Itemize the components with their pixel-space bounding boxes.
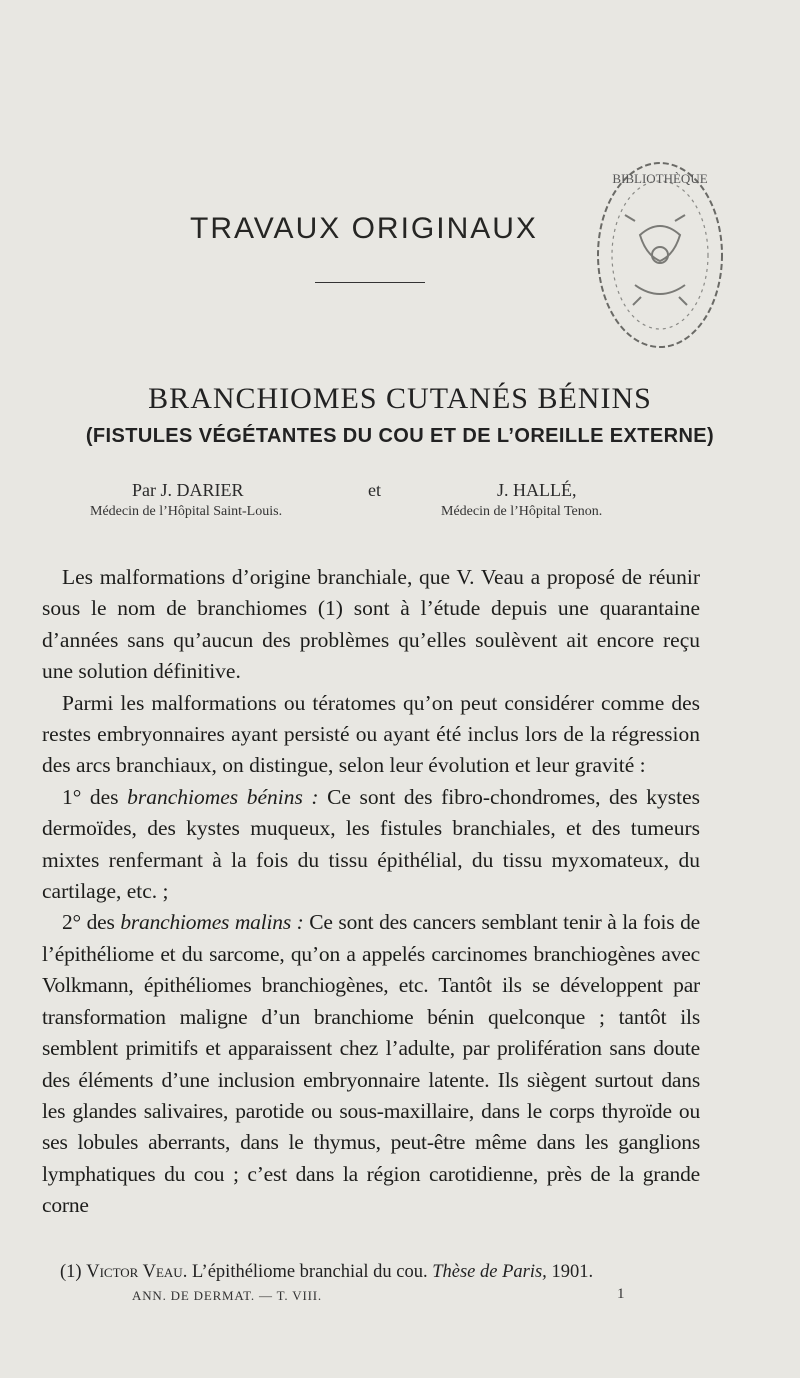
paragraph-text: Ce sont des fibro-chondromes, des kystes dermoïdes, des kystes muqueux, les fistules branchiales, et des tumeurs mixtes renfermant à la fois du tissu épithélial, du tissu myxomateux, du cartilage, etc. ; (42, 784, 700, 904)
library-stamp-icon (585, 155, 735, 355)
paragraph (42, 907, 700, 1221)
footnote-tail: 1901. (546, 1262, 594, 1282)
author-joiner: et (368, 480, 381, 500)
author-darier: Par J. DARIER (132, 480, 244, 500)
page-number: 1 (617, 1286, 625, 1302)
list-marker: 2° des (62, 910, 121, 935)
paragraph: Parmi les malformations ou tératomes qu’on peut considérer comme des restes embryonnaires ayant persisté ou ayant été inclus lors de la régression des arcs branchiaux, on distingue, selon leur évolution et leur gravité : (42, 690, 700, 778)
list-marker: 1° des (62, 784, 128, 809)
paragraph: Les malformations d’origine branchiale, que V. Veau a proposé de réunir sous le nom de branchiomes (1) sont à l’étude depuis une quarantaine d’années sans qu’aucun des problèmes qu’elles soulèvent ait encore reçu une solution définitive. (42, 565, 700, 684)
section-heading: TRAVAUX ORIGINAUX (190, 212, 538, 245)
article-title: BRANCHIOMES CUTANÉS BÉNINS (148, 382, 652, 415)
paragraph (42, 782, 700, 908)
article-body (42, 562, 700, 1222)
footnote-italic: Thèse de Paris, (432, 1262, 547, 1282)
author-halle-affiliation: Médecin de l’Hôpital Tenon. (441, 504, 603, 519)
footnote (60, 1262, 700, 1283)
footnote-author: Victor Veau (86, 1262, 183, 1282)
footnote-text: . L’épithéliome branchial du cou. (182, 1262, 433, 1282)
footnote-marker: (1) (60, 1262, 87, 1282)
author-darier-affiliation: Médecin de l’Hôpital Saint-Louis. (90, 504, 283, 519)
term-italic: branchiomes bénins : (127, 784, 319, 809)
paragraph-text: Ce sont des cancers semblant tenir à la fois de l’épithéliome et du sarcome, qu’on a appelés carcinomes branchiogènes avec Volkmann, épithéliomes branchiogènes, etc. Tantôt ils se développent par transformation maligne d’un branchiome bénin quelconque ; tantôt ils semblent primitifs et apparaissent chez l’adulte, par prolifération sans doute des éléments d’une inclusion embryonnaire latente. Ils siègent surtout dans les glandes salivaires, parotide ou sous-maxillaire, dans le corps thyroïde ou ses lobules aberrants, dans le thymus, peut-être même dans les ganglions lymphatiques du cou ; c’est dans la région carotidienne, près de la grande corne (42, 910, 701, 1218)
term-italic: branchiomes malins : (120, 910, 304, 935)
running-footer: ANN. DE DERMAT. — T. VIII. (132, 1288, 322, 1303)
stamp-text: BIBLIOTHÈQUE (612, 171, 708, 186)
article-subtitle: (FISTULES VÉGÉTANTES DU COU ET DE L’OREILLE EXTERNE) (85, 425, 715, 447)
heading-rule (315, 282, 425, 283)
author-halle: J. HALLÉ, (497, 480, 577, 500)
